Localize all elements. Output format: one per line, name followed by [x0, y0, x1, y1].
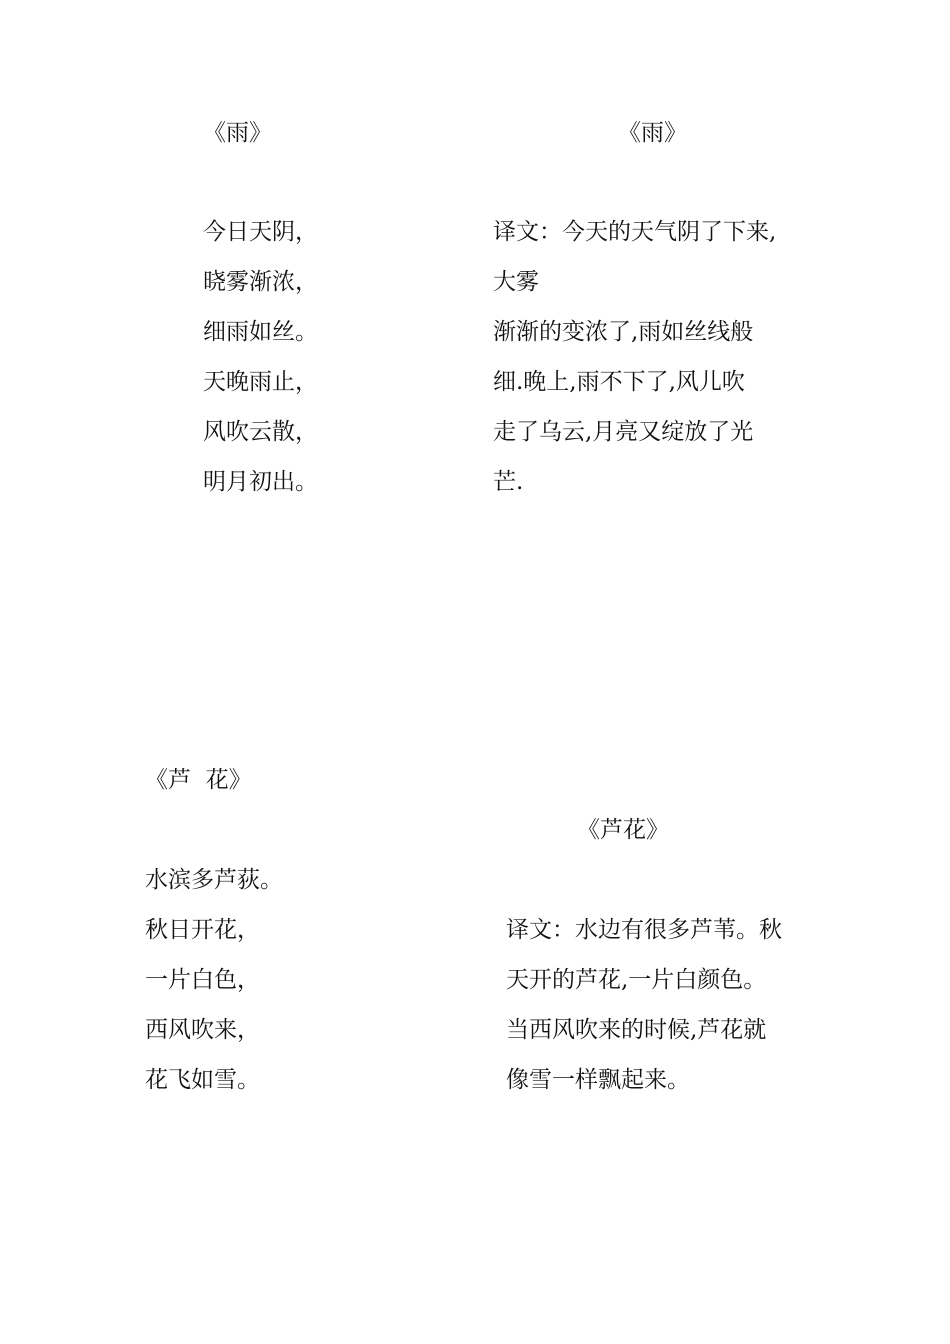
reed-poem-body	[145, 855, 283, 1105]
translation-line: 像雪一样飘起来。	[506, 1067, 690, 1093]
translation-line: 大雾	[493, 269, 539, 295]
poem-line: 秋日开花，	[145, 917, 260, 943]
translation-line: 芒.	[493, 469, 524, 495]
translation-line: 译文：水边有很多芦苇。秋	[506, 917, 782, 943]
poem-line: 细雨如丝。	[203, 319, 318, 345]
poem-line: 天晚雨止，	[203, 369, 318, 395]
translation-line: 渐渐的变浓了,雨如丝线般	[493, 319, 754, 345]
rain-poem-body	[203, 207, 318, 507]
rain-translation-title: 《雨》	[618, 120, 687, 146]
reed-poem-title: 《芦 花》	[145, 767, 252, 793]
rain-poem-title: 《雨》	[203, 120, 272, 146]
reed-translation-title: 《芦花》	[577, 817, 669, 843]
poem-line: 一片白色，	[145, 967, 260, 993]
translation-line: 当西风吹来的时候,芦花就	[506, 1017, 767, 1043]
translation-line: 细.晚上,雨不下了,风儿吹	[493, 369, 745, 395]
poem-line: 晓雾渐浓，	[203, 269, 318, 295]
poem-line: 风吹云散，	[203, 419, 318, 445]
poem-line: 今日天阴，	[203, 219, 318, 245]
poem-line: 花飞如雪。	[145, 1067, 260, 1093]
translation-line: 天开的芦花,一片白颜色。	[506, 967, 767, 993]
translation-line: 译文：今天的天气阴了下来,	[493, 219, 777, 245]
poem-line: 西风吹来，	[145, 1017, 260, 1043]
reed-translation-body	[506, 905, 782, 1105]
poem-line: 明月初出。	[203, 469, 318, 495]
rain-translation-body	[493, 207, 776, 507]
translation-line: 走了乌云,月亮又绽放了光	[493, 419, 754, 445]
poem-line: 水滨多芦荻。	[145, 867, 283, 893]
